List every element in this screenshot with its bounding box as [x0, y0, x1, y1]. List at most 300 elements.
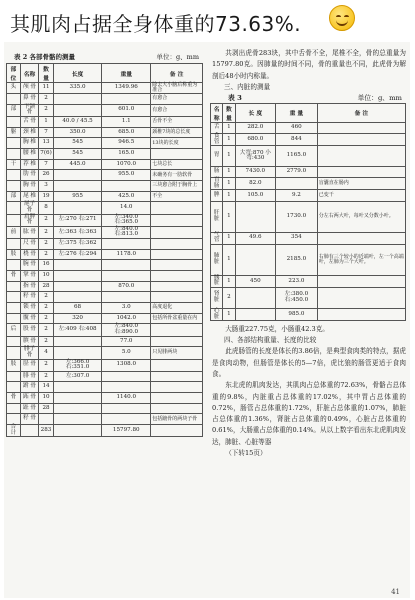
table-cell: 82.0	[235, 178, 275, 190]
table-cell: 1	[223, 178, 235, 190]
table-row	[7, 214, 203, 226]
table-cell: 1	[223, 308, 235, 320]
table-cell	[7, 138, 21, 149]
table-cell	[151, 336, 203, 347]
page-number: 41	[391, 588, 400, 596]
table-row	[7, 83, 203, 94]
table-cell	[151, 271, 203, 282]
table-cell: 10	[39, 271, 54, 282]
table-row	[7, 138, 203, 149]
table-cell	[151, 371, 203, 382]
table2-title: 表 2 各部骨骼的测量	[14, 53, 76, 61]
table-cell: 肋 骨	[20, 170, 38, 181]
table-cell: 7	[39, 127, 54, 138]
table-cell	[7, 313, 21, 324]
table-cell: 2	[39, 226, 54, 238]
table-cell: 舌	[211, 122, 223, 133]
table-cell: 8	[39, 202, 54, 214]
table-cell: 680.0	[235, 133, 275, 145]
table-cell: 左:366.0 右:351.0	[53, 359, 102, 371]
table-cell: 胃	[211, 146, 223, 167]
table-cell	[235, 308, 275, 320]
table-cell	[151, 382, 203, 393]
table-cell: 七块总长	[151, 159, 203, 170]
table-cell: 右肺有三个较小的近端叶，左一个高端叶，左肺为三个大叶。	[317, 244, 405, 275]
table-cell: 1	[223, 190, 235, 201]
table-cell: 1730.0	[276, 201, 318, 232]
paragraph: 大肠重227.75克，小肠重42.3克。	[225, 325, 329, 334]
table-cell: 2	[39, 104, 54, 116]
table-cell: 左:409 右:408	[53, 324, 102, 336]
table-cell: 趾 骨	[20, 403, 38, 414]
table-cell: 腕 骨	[20, 260, 38, 271]
scanned-page	[4, 42, 410, 598]
table-cell: 左:840.0 右:813.0	[102, 226, 151, 238]
table-cell	[7, 303, 21, 314]
table-cell: 颅 骨	[20, 83, 38, 94]
table-cell: 腓子骨	[20, 347, 38, 359]
table-cell: 3.0	[102, 303, 151, 314]
column-header: 长度	[53, 64, 102, 83]
table-cell	[20, 425, 38, 437]
table-cell: 946.5	[102, 138, 151, 149]
table-cell: 籽 骨	[20, 292, 38, 303]
emoji-mouth	[336, 19, 348, 26]
table-cell: 1308.0	[102, 359, 151, 371]
table-cell	[151, 148, 203, 159]
table-cell	[235, 287, 275, 308]
table-cell: 320	[53, 313, 102, 324]
table-cell: 335.0	[53, 83, 102, 94]
smiling-face-icon	[329, 5, 355, 31]
table-cell	[317, 167, 405, 178]
table-cell: 450	[235, 275, 275, 287]
table-cell: 肝脏	[211, 201, 223, 232]
table-cell: 心脏	[211, 308, 223, 320]
table2-caption	[6, 52, 203, 63]
table-cell	[7, 292, 21, 303]
table-cell: 545	[53, 148, 102, 159]
table-row	[211, 308, 406, 320]
table-cell: 指 骨	[20, 281, 38, 292]
table-cell: 2	[39, 359, 54, 371]
bone-measure-table	[6, 63, 203, 437]
table-row	[7, 347, 203, 359]
table-cell: 未确务有一肋软骨	[151, 170, 203, 181]
table-cell	[7, 116, 21, 127]
table-row	[7, 336, 203, 347]
table-row	[211, 133, 406, 145]
table-row	[7, 393, 203, 404]
table-row	[211, 275, 406, 287]
table-cell	[235, 201, 275, 232]
paragraph: 东北虎的肌肉发达，其肌肉占总体重的72.63%，骨骼占总体重的9.8%，内脏重占总体重的17.02%，其中胃占总体重的0.72%，肠管占总体重的1.72%，肝脏占总体重的1.07%，肺脏占总体重的1.36%，肾脏占总体重的0.49%，心脏占总体重的0.61%，大肠重占总体重的0.14%。从以上数字看出东北虎肌肉发达，肺脏、心脏等器	[212, 381, 406, 446]
table-cell: 左:340.0 右:365.0	[102, 214, 151, 226]
paragraph: 共剥出虎骨283块，其中舌骨不全，尾椎不全，骨的总重量为15797.80克。因肺量的时间不同，骨的重量也不同，此虎骨为解剖后48小时内称量。	[212, 49, 406, 80]
table-cell: 350.0	[53, 127, 102, 138]
table-cell	[151, 292, 203, 303]
table-cell: 4	[39, 347, 54, 359]
table-cell: 肺脏	[211, 244, 223, 275]
table-cell: 肾脏	[211, 287, 223, 308]
table-row	[7, 271, 203, 282]
table-cell: 籽 骨	[20, 414, 38, 425]
table-cell: 13块的长度	[151, 138, 203, 149]
table-cell	[151, 324, 203, 336]
table-cell	[102, 403, 151, 414]
table-cell: 躯	[7, 127, 21, 138]
table-cell: 1	[223, 146, 235, 167]
table-row	[7, 371, 203, 382]
table-cell	[53, 260, 102, 271]
table-cell: 425.0	[102, 191, 151, 202]
table-row	[7, 127, 203, 138]
table-cell: 不全	[151, 191, 203, 202]
table-cell	[53, 393, 102, 404]
table-cell: 头	[7, 83, 21, 94]
column-header: 名称	[211, 103, 223, 122]
table-cell: 1165.0	[276, 146, 318, 167]
table-cell	[102, 271, 151, 282]
column-header: 数量	[223, 103, 235, 122]
table-cell: 部	[7, 104, 21, 116]
table-row	[7, 260, 203, 271]
table-cell: 肩胛骨	[20, 214, 38, 226]
table-cell	[7, 382, 21, 393]
table-cell: 445.0	[53, 159, 102, 170]
table-cell: 分左右两大叶，每叶又分数小叶。	[317, 201, 405, 232]
table-cell: 高度退化	[151, 303, 203, 314]
table-cell: 骨	[7, 393, 21, 404]
table-cell: 大弯:870 小弯:430	[235, 146, 275, 167]
table-row	[211, 287, 406, 308]
table-cell	[53, 281, 102, 292]
table-cell	[7, 170, 21, 181]
column-header: 部位	[7, 64, 21, 83]
table-cell	[317, 232, 405, 244]
table-cell	[102, 181, 151, 192]
table-cell	[151, 249, 203, 260]
table-cell	[151, 359, 203, 371]
table-cell: 肢	[7, 249, 21, 260]
table-cell: 105.0	[235, 190, 275, 201]
table-row	[7, 202, 203, 214]
column-header: 备 注	[317, 103, 405, 122]
table-cell: 460	[276, 122, 318, 133]
table-cell: 1	[223, 133, 235, 145]
table-cell: 9.2	[276, 190, 318, 201]
table-cell: 955.0	[102, 170, 151, 181]
table-cell	[7, 260, 21, 271]
table3-unit: 单位：g、mm	[357, 93, 402, 102]
table-cell: 28	[39, 281, 54, 292]
table-cell: 胰脏	[211, 275, 223, 287]
table-cell: 食管	[211, 133, 223, 145]
table-cell: 545	[53, 138, 102, 149]
table-cell: 尺 骨	[20, 238, 38, 249]
table-cell: 腓 骨	[20, 371, 38, 382]
table-cell: 有愈合	[151, 94, 203, 105]
table-cell: 三块愈合附于胸骨上	[151, 181, 203, 192]
table-cell: 舌骨不全	[151, 116, 203, 127]
table-cell: 跖 骨	[20, 393, 38, 404]
table-cell: 14.0	[102, 202, 151, 214]
paragraph: 三、内脏的测量	[224, 82, 271, 91]
table-row	[211, 167, 406, 178]
table-cell: 2	[39, 292, 54, 303]
table-cell: 腰 椎	[20, 148, 38, 159]
table-cell	[53, 347, 102, 359]
table-cell: 68	[53, 303, 102, 314]
table-cell	[7, 336, 21, 347]
column-header: 重量	[102, 64, 151, 83]
table-cell	[317, 122, 405, 133]
table-row	[7, 170, 203, 181]
table-cell: 尾 椎	[20, 191, 38, 202]
table-cell	[7, 403, 21, 414]
table-cell	[53, 425, 102, 437]
table-cell: 跗 骨	[20, 382, 38, 393]
table-cell: 1.1	[102, 116, 151, 127]
table-row	[7, 359, 203, 371]
table-cell: 1	[223, 167, 235, 178]
table3-title: 表 3	[228, 93, 242, 102]
table-cell: 1178.0	[102, 249, 151, 260]
table-cell: 2	[39, 94, 54, 105]
table-cell: 2779.0	[276, 167, 318, 178]
table-cell	[151, 238, 203, 249]
table-row	[211, 178, 406, 190]
table-row	[211, 146, 406, 167]
table-cell: 1	[223, 244, 235, 275]
table-cell: 2	[39, 336, 54, 347]
table-cell	[53, 271, 102, 282]
table-cell: 165.0	[102, 148, 151, 159]
table-cell	[53, 104, 102, 116]
table-cell	[317, 287, 405, 308]
table-cell: 2	[39, 303, 54, 314]
table-cell	[151, 425, 203, 437]
table-cell: 颈 椎	[20, 127, 38, 138]
table-row	[7, 148, 203, 159]
table-cell: 骨	[7, 271, 21, 282]
table-cell: 2	[39, 249, 54, 260]
column-header: 备 注	[151, 64, 203, 83]
table-cell	[151, 202, 203, 214]
table-row	[7, 104, 203, 116]
table-row	[7, 303, 203, 314]
table-cell: 7430.0	[235, 167, 275, 178]
table-cell: 13	[39, 138, 54, 149]
table-row	[7, 159, 203, 170]
table-cell	[53, 403, 102, 414]
table-cell: 舌 骨	[20, 116, 38, 127]
table-cell: 1	[223, 201, 235, 232]
table-cell	[7, 238, 21, 249]
table-cell: 2	[39, 313, 54, 324]
table-row	[7, 292, 203, 303]
column-header: 名称	[20, 64, 38, 83]
table-row	[7, 281, 203, 292]
table-cell	[7, 148, 21, 159]
table-cell: 尾子骨	[20, 202, 38, 214]
table-cell: 11	[39, 83, 54, 94]
table-cell	[235, 244, 275, 275]
table-cell: 10	[39, 393, 54, 404]
table-cell	[7, 94, 21, 105]
table-cell: 601.0	[102, 104, 151, 116]
table-cell: 2	[39, 371, 54, 382]
table-row	[7, 324, 203, 336]
table-row	[7, 226, 203, 238]
paragraph: 此虎肠管的长度是体长的3.86倍，是典型食肉类的特点，据虎是食肉动物，但肠管是体长的5—7倍，虎比狼的肠管更适于食肉食。	[212, 347, 406, 378]
table-cell	[317, 308, 405, 320]
table-cell: 胫 骨	[20, 359, 38, 371]
table-cell	[7, 347, 21, 359]
table-row	[211, 244, 406, 275]
table-cell: 354	[276, 232, 318, 244]
table-cell: 干	[7, 159, 21, 170]
table-cell	[53, 170, 102, 181]
table-cell	[102, 371, 151, 382]
table-cell: 40.0 / 45.5	[53, 116, 102, 127]
table-cell: 左:375 右:362	[53, 238, 102, 249]
table-cell: 1	[223, 275, 235, 287]
table-row	[7, 181, 203, 192]
table-cell	[53, 94, 102, 105]
table-cell: 77.0	[102, 336, 151, 347]
table-cell	[53, 202, 102, 214]
table-row	[7, 414, 203, 425]
table-cell: 包括所骨盆重量在内	[151, 313, 203, 324]
table-cell: 部	[7, 191, 21, 202]
table-cell: 28	[39, 403, 54, 414]
table-cell: 有愈合	[151, 104, 203, 116]
table-cell	[7, 281, 21, 292]
table-row	[7, 313, 203, 324]
table-cell: 包括蹠骨的两块子骨	[151, 414, 203, 425]
table-cell	[53, 181, 102, 192]
table-cell: 2	[223, 287, 235, 308]
table-cell: 685.0	[102, 127, 151, 138]
table-cell: 283	[39, 425, 54, 437]
table-cell	[102, 238, 151, 249]
table-cell: 脾	[211, 190, 223, 201]
table-cell: 已变干	[317, 190, 405, 201]
table-cell: 1	[223, 232, 235, 244]
table-cell: 除去大小脑后称重为准合	[151, 83, 203, 94]
table-cell: 掌 骨	[20, 271, 38, 282]
table-cell: 颈椎7块的总长度	[151, 127, 203, 138]
table-cell: 2	[39, 214, 54, 226]
table-cell	[317, 275, 405, 287]
table-cell: 气管	[211, 232, 223, 244]
table-cell	[102, 260, 151, 271]
table-cell: 左:380.0 右:450.0	[276, 287, 318, 308]
table-cell: 3	[39, 181, 54, 192]
table-cell	[151, 214, 203, 226]
table-cell: 桡 骨	[20, 249, 38, 260]
table-cell: 前	[7, 226, 21, 238]
table-cell: 49.6	[235, 232, 275, 244]
table-cell	[317, 146, 405, 167]
table-row	[7, 425, 203, 437]
table-cell: 左:270 右:271	[53, 214, 102, 226]
table-cell: 7	[39, 159, 54, 170]
table-cell	[7, 214, 21, 226]
table-cell	[53, 414, 102, 425]
table-cell	[317, 133, 405, 145]
table-row	[7, 191, 203, 202]
table-cell: 鼻 骨	[20, 94, 38, 105]
table-cell: 955	[53, 191, 102, 202]
table-cell: 肱 骨	[20, 226, 38, 238]
table-cell: 左:276 右:294	[53, 249, 102, 260]
table-cell	[102, 292, 151, 303]
table-cell: 16	[39, 260, 54, 271]
table-cell	[276, 178, 318, 190]
table-cell	[151, 403, 203, 414]
right-column	[210, 48, 406, 459]
table-cell: 1070.0	[102, 159, 151, 170]
table-cell: 1349.96	[102, 83, 151, 94]
table-cell: 下颌骨	[20, 104, 38, 116]
table-cell: 870.0	[102, 281, 151, 292]
table-cell	[102, 94, 151, 105]
table-cell	[53, 382, 102, 393]
table-cell: 1042.0	[102, 313, 151, 324]
table-cell: 锁 骨	[20, 303, 38, 314]
organ-measure-table	[210, 103, 406, 321]
table-cell	[53, 336, 102, 347]
table-cell	[7, 181, 21, 192]
table-row	[7, 238, 203, 249]
column-header: 长 度	[235, 103, 275, 122]
table-cell: 左:840.0 右:890.0	[102, 324, 151, 336]
table-cell: 2	[39, 324, 54, 336]
table2-unit: 单位：g、mm	[156, 53, 199, 61]
table-cell	[102, 414, 151, 425]
table-cell: 2185.0	[276, 244, 318, 275]
table-cell: 1	[39, 116, 54, 127]
table-cell: 15797.80	[102, 425, 151, 437]
table-row	[7, 403, 203, 414]
table-cell: 肢	[7, 359, 21, 371]
table-cell: 髋 骨	[20, 313, 38, 324]
table-cell: 左:363 右:363	[53, 226, 102, 238]
table-row	[211, 201, 406, 232]
table-cell: 盲肠	[211, 178, 223, 190]
table-cell: 盲囊直在肠内	[317, 178, 405, 190]
table-cell: 2	[39, 238, 54, 249]
table-cell: 1140.0	[102, 393, 151, 404]
table3-caption	[210, 93, 406, 103]
table-cell	[7, 202, 21, 214]
column-header: 数量	[39, 64, 54, 83]
table-row	[7, 249, 203, 260]
paragraph: （下转15页）	[225, 449, 267, 458]
table-cell: 7(6)	[39, 148, 54, 159]
table-cell: 合计	[7, 425, 21, 437]
table-cell: 19	[39, 191, 54, 202]
table-cell	[151, 226, 203, 238]
table-cell: 985.0	[276, 308, 318, 320]
table-cell: 只见腓两块	[151, 347, 203, 359]
table-row	[7, 94, 203, 105]
table-cell: 1	[223, 122, 235, 133]
table-row	[7, 116, 203, 127]
table-cell	[39, 414, 54, 425]
